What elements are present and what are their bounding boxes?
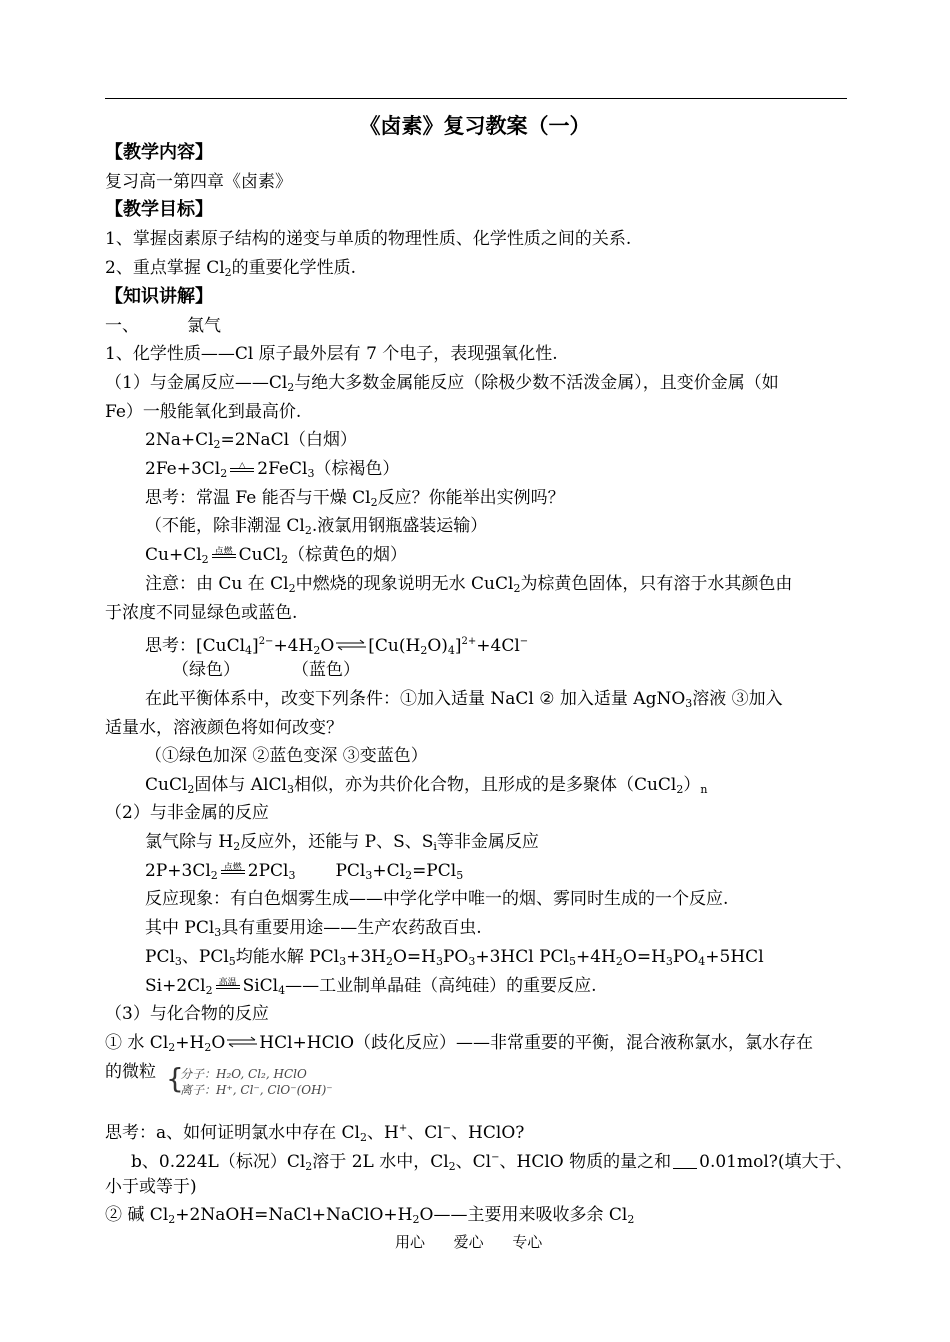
- metal-reaction-line-1: （1）与金属反应$——Cl_2$与绝大多数金属能反应（除极少数不活泼金属），且变价金属（如: [105, 373, 779, 394]
- reaction-silicon: $Si+2Cl_2$ 高温 SiCl$_4$——工业制单晶硅（高纯硅）的重要反应.: [145, 976, 597, 997]
- ignition-condition: 点燃: [210, 544, 238, 562]
- reaction-cu: $Cu+Cl_2$ 点燃 CuCl$_2$（棕黄色的烟）: [145, 545, 408, 566]
- page-title: 《卤素》复习教案（一）: [359, 114, 591, 138]
- answer-fe: （不能，除非潮湿 $Cl_2$.液氯用钢瓶盛装运输）: [145, 516, 488, 537]
- answer-blank: [673, 1154, 697, 1169]
- reaction-phenomenon: 反应现象：有白色烟雾生成——中学化学中唯一的烟、雾同时生成的一个反应.: [145, 889, 729, 909]
- water-reaction: ① 水 $Cl_2+H_2O$ HCl+HClO（歧化反应）——非常重要的平衡，混合液称氯水，氯水存在: [105, 1033, 814, 1054]
- metal-reaction-line-2: Fe）一般能氧化到最高价.: [105, 402, 302, 422]
- equilibrium-arrows-icon: [225, 1035, 259, 1049]
- think-cu-equilibrium: 思考：$[CuCl_4]^{2-}+4H_2O$ $[Cu(H_2O)_4]^{2+}+4Cl^-$: [145, 636, 529, 657]
- think-b-line-1: b、0.224L（标况）$Cl_2$溶于 2L 水中，$Cl_2$、Cl−、HClO 物质的量之和 0.01mol?(填大于、: [131, 1152, 853, 1173]
- pcl3-use: 其中 PCl$_3$具有重要用途——生产农药敌百虫.: [145, 918, 482, 939]
- reaction-phosphorus: $2P+3Cl_2$ 点燃 2PCl$_3$ $PCl_3+Cl_2=PCl_5$: [145, 861, 464, 882]
- heading-teaching-goals: 【教学目标】: [105, 199, 213, 220]
- ignition-condition: 点燃: [219, 860, 247, 878]
- page-footer: 用心 爱心 专心: [395, 1233, 543, 1251]
- think-a: 思考：a、如何证明氯水中存在 $Cl_2$、H+、Cl−、HClO?: [105, 1123, 525, 1144]
- micro-particles-list: [180, 1066, 333, 1098]
- header-rule: [105, 98, 847, 99]
- equilibrium-question-1: 在此平衡体系中，改变下列条件：①加入适量 NaCl ② 加入适量 AgNO$_3$溶液 ③加入: [145, 689, 783, 710]
- heading-knowledge: 【知识讲解】: [105, 286, 213, 307]
- reaction-fe: $2Fe+3Cl_2$ △ 2FeCl$_3$（棕褐色）: [145, 459, 400, 480]
- goal-2: 2、重点掌握 $Cl_2$的重要化学性质.: [105, 258, 357, 279]
- compound-heading: （3）与化合物的反应: [105, 1004, 269, 1024]
- goal-1: 1、掌握卤素原子结构的递变与单质的物理性质、化学性质之间的关系.: [105, 229, 632, 249]
- reaction-na: $2Na+Cl_2=2NaCl$（白烟）: [145, 430, 358, 451]
- ions-list: 离子：H⁺, Cl⁻, ClO⁻(OH)⁻: [180, 1083, 333, 1097]
- equilibrium-answer: （①绿色加深 ②蓝色变深 ③变蓝色）: [145, 746, 428, 766]
- cucl2-polymer: CuCl$_2$固体与 AlCl$_3$相似，亦为共价化合物，且形成的是多聚体$(CuCl_2)_n$: [145, 775, 708, 796]
- nonmetal-heading: （2）与非金属的反应: [105, 803, 269, 823]
- heating-condition: △: [228, 458, 256, 476]
- nonmetal-intro: 氯气除与 $H_2$反应外，还能与 P、S、$S_i$等非金属反应: [145, 832, 539, 853]
- equilibrium-arrows-icon: [334, 638, 368, 652]
- think-fe: 思考：常温 Fe 能否与干燥 $Cl_2$反应？你能举出实例吗？: [145, 488, 565, 509]
- section-1-heading: 一、 氯气: [105, 316, 221, 336]
- think-b-line-2: 小于或等于): [105, 1177, 197, 1197]
- molecules-list: 分子：H₂O, Cl₂, HClO: [180, 1067, 307, 1081]
- teaching-content-text: 复习高一第四章《卤素》: [105, 172, 292, 192]
- brace-icon: {: [166, 1062, 184, 1095]
- note-line-2: 于浓度不同显绿色或蓝色.: [105, 603, 298, 623]
- note-line-1: 注意：由 Cu 在 $Cl_2$中燃烧的现象说明无水 CuCl$_2$为棕黄色固体，只有溶于水其颜色由: [145, 574, 793, 595]
- high-temperature-condition: 高温: [214, 975, 242, 993]
- base-reaction: ② 碱 $Cl_2+2NaOH=NaCl+NaClO+H_2O——$主要用来吸收多余 $Cl_2$: [105, 1205, 635, 1226]
- micro-particles-label: 的微粒: [105, 1062, 156, 1082]
- chemical-properties: 1、化学性质——Cl 原子最外层有 7 个电子，表现强氧化性.: [105, 344, 558, 364]
- heading-teaching-content: 【教学内容】: [105, 142, 213, 163]
- hydrolysis: PCl$_3$、PCl$_5$均能水解 $PCl_3+3H_2O=H_3PO_3+3HCl$ $PCl_5+4H_2O=H_3PO_4+5HCl$: [145, 947, 764, 968]
- color-blue: （蓝色）: [292, 660, 360, 680]
- equilibrium-question-2: 适量水，溶液颜色将如何改变？: [105, 718, 343, 738]
- color-green: （绿色）: [172, 660, 240, 680]
